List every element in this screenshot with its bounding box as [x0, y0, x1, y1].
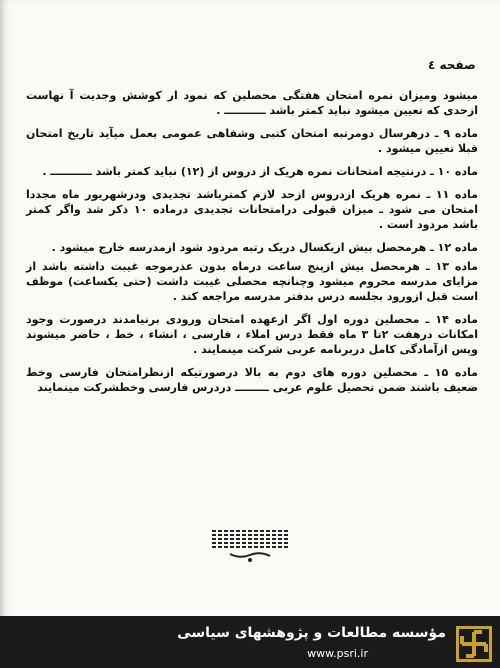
paragraph-intro: میشود ومیزان نمره امتحان هفتگی محصلین که نمود ار کوشش وجدیت آ نهاست ازحدی که تعیین میشود نباید کمتر باشد ـــــــــــ . [26, 89, 478, 117]
paragraph-article-13: ماده ۱۳ ـ هرمحصل بیش ازپنج ساعت درماه بدون عذرموجه غیبت داشته باشد از مزایای مدرسه محروم میشود وچنانچه محصلی غیبت داشت (حتی یکساعت) موظف است قبل ازورود بجلسه درس بدفتر مدرسه مراجعه کند . [26, 260, 478, 303]
psri-logo-icon [456, 626, 492, 662]
paragraph-article-11: ماده ۱۱ ـ نمره هریک ازدروس ازحد لازم کمترباشد تجدیدی ودرشهریور ماه مجددا امتحان می شود ـ میزان قبولی درامتحانات تجدیدی درماده ۱۰ ذکر شد واگر کمتر باشد مردود است . [26, 188, 478, 231]
paragraph-article-15: ماده ۱۵ ـ محصلین دوره های دوم به بالا درصورتیکه ازنظرامتحان فارسی وخط ضعیف باشند ضمن تحصیل علوم عربی ـــــــــ دردرس فارسی وخطشرکت مینمایند [26, 366, 478, 394]
document-body [26, 88, 478, 403]
paragraph-article-9: ماده ۹ ـ درهرسال دومرتبه امتحان کتبی وشفاهی عمومی بعمل میآید تاریخ امتحان قبلا تعیین میشود . [26, 127, 478, 155]
stamp-ornament-icon [208, 528, 292, 564]
paragraph-article-10: ماده ۱۰ ـ درنتیجه امتحانات نمره هریک از دروس از (۱۲) نباید کمتر باشد ـــــــــــ . [42, 165, 478, 178]
footer-title: مؤسسه مطالعات و پژوهشهای سیاسی [177, 625, 446, 641]
paragraph-article-14: ماده ۱۴ ـ محصلین دوره اول اگر ازعهده امتحان ورودی برنیامدند درصورت وجود امکانات درهفت ۲تا ۳ ماه فقط درس املاء ، فارسی ، انشاء ، خط ، حاضر میشوند وپس ازآمادگی کامل دربرنامه عربی شرکت مینمایند . [26, 313, 479, 356]
footer-banner [0, 616, 500, 668]
page-number: صفحه ٤ [428, 58, 476, 72]
footer-url[interactable]: www.psri.ir [307, 647, 368, 660]
paragraph-article-12: ماده ۱۲ ـ هرمحصل بیش ازیکسال دریک رتبه مردود شود ازمدرسه خارج میشود . [51, 241, 478, 254]
